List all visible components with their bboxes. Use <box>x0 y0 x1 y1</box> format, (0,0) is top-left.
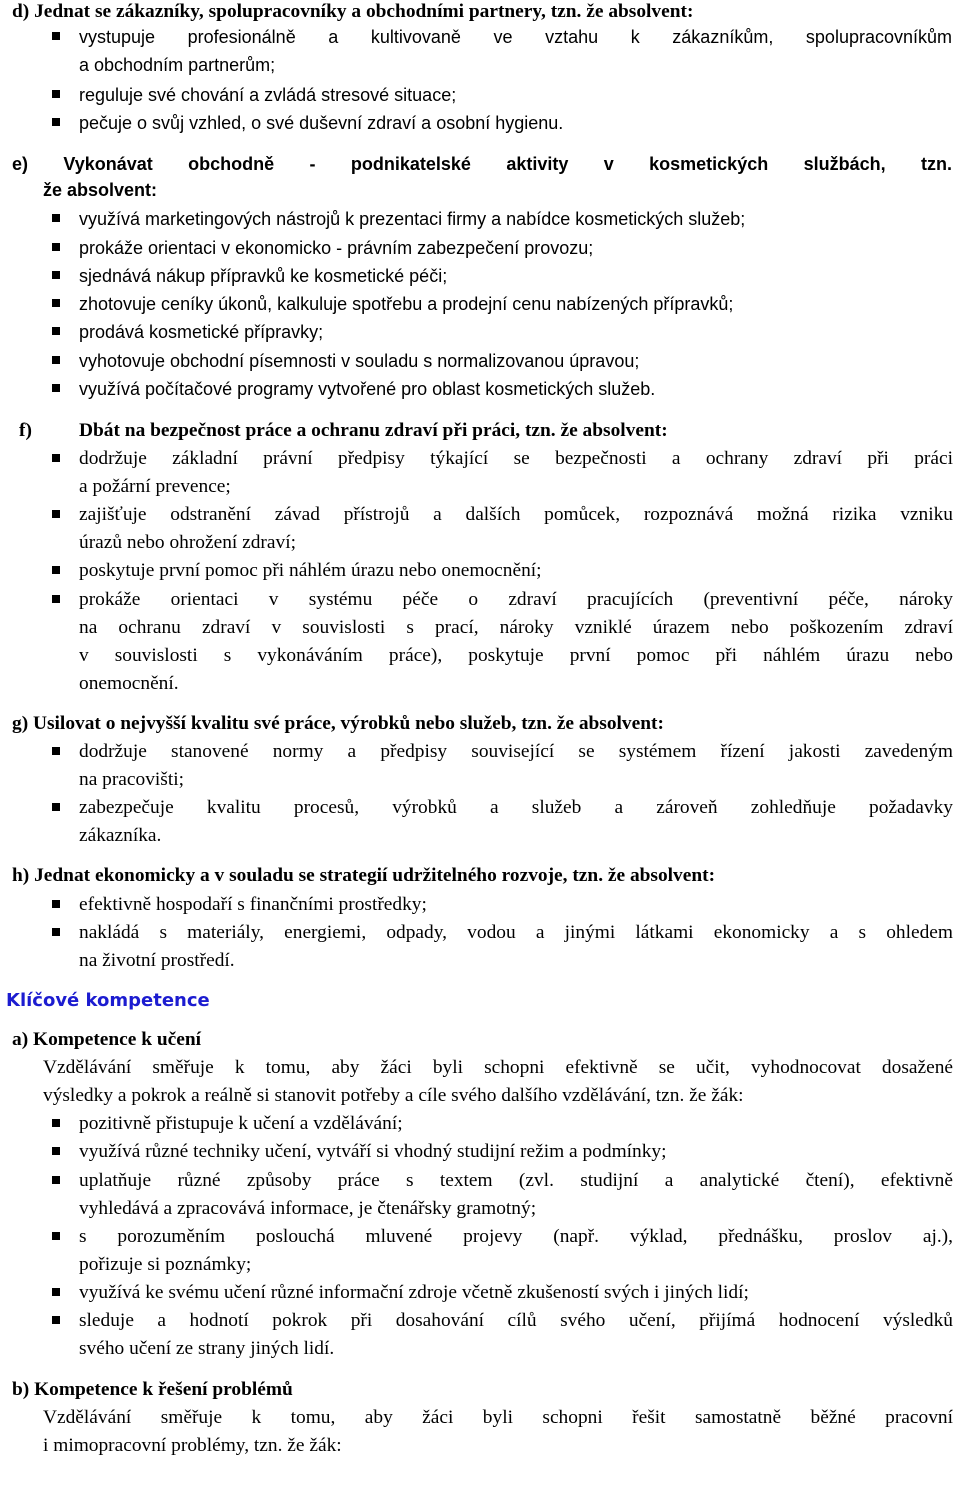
list-item: prokáže orientaci v systému péče o zdraví pracujících (preventivní péče, nároky <box>79 589 953 610</box>
bullet-icon <box>52 595 60 603</box>
bullet-icon <box>52 1316 60 1324</box>
bullet-icon <box>52 1288 60 1296</box>
list-item: nakládá s materiály, energiemi, odpady, vodou a jinými látkami ekonomicky a s ohledem <box>79 922 953 943</box>
list-item-cont: zákazníka. <box>79 825 162 846</box>
list-item-cont: vyhledává a zpracovává informace, je čtenářsky gramotný; <box>79 1198 537 1219</box>
list-item: využívá marketingových nástrojů k prezentaci firmy a nabídce kosmetických služeb; <box>79 209 746 229</box>
bullet-icon <box>52 1232 60 1240</box>
bullet-icon <box>52 243 60 251</box>
section-h-heading: h) Jednat ekonomicky a v souladu se strategií udržitelného rozvoje, tzn. že absolvent: <box>12 865 716 886</box>
paragraph-line: Vzdělávání směřuje k tomu, aby žáci byli schopni řešit samostatně běžné pracovní <box>43 1407 953 1428</box>
bullet-icon <box>52 118 60 126</box>
competence-b-heading: b) Kompetence k řešení problémů <box>12 1379 293 1400</box>
list-item: reguluje své chování a zvládá stresové situace; <box>79 85 457 105</box>
list-item: využívá počítačové programy vytvořené pro oblast kosmetických služeb. <box>79 379 656 399</box>
list-item-cont: a požární prevence; <box>79 476 231 497</box>
bullet-icon <box>52 214 60 222</box>
bullet-icon <box>52 1147 60 1155</box>
paragraph-line: i mimopracovní problémy, tzn. že žák: <box>43 1435 342 1456</box>
list-item: využívá ke svému učení různé informační zdroje včetně zkušeností svých i jiných lidí; <box>79 1282 749 1303</box>
list-item: využívá různé techniky učení, vytváří si vhodný studijní režim a podmínky; <box>79 1141 667 1162</box>
list-item-cont: svého učení ze strany jiných lidí. <box>79 1338 335 1359</box>
list-item-cont: na životní prostředí. <box>79 950 235 971</box>
bullet-icon <box>52 327 60 335</box>
bullet-icon <box>52 566 60 574</box>
bullet-icon <box>52 803 60 811</box>
list-item: sjednává nákup přípravků ke kosmetické péči; <box>79 266 448 286</box>
bullet-icon <box>52 900 60 908</box>
list-item: dodržuje základní právní předpisy týkající se bezpečnosti a ochrany zdraví při práci <box>79 448 953 469</box>
list-item: vystupuje profesionálně a kultivovaně ve vztahu k zákazníkům, spolupracovníkům <box>79 27 952 47</box>
key-competences-title: Klíčové kompetence <box>6 990 210 1011</box>
list-item-cont: na pracovišti; <box>79 769 185 790</box>
list-item: zabezpečuje kvalitu procesů, výrobků a služeb a zároveň zohledňuje požadavky <box>79 797 953 818</box>
section-f-heading: Dbát na bezpečnost práce a ochranu zdraví při práci, tzn. že absolvent: <box>79 420 668 441</box>
list-item: s porozuměním poslouchá mluvené projevy (např. výklad, přednášku, proslov aj.), <box>79 1226 953 1247</box>
bullet-icon <box>52 356 60 364</box>
list-item-cont: a obchodním partnerům; <box>79 55 276 75</box>
list-item-cont: v souvislosti s vykonáváním práce), poskytuje první pomoc při náhlém úrazu nebo <box>79 645 953 666</box>
list-item-cont: onemocnění. <box>79 673 179 694</box>
bullet-icon <box>52 928 60 936</box>
bullet-icon <box>52 510 60 518</box>
paragraph-line: Vzdělávání směřuje k tomu, aby žáci byli schopni efektivně se učit, vyhodnocovat dosažené <box>43 1057 953 1078</box>
list-item: sleduje a hodnotí pokrok při dosahování cílů svého učení, přijímá hodnocení výsledků <box>79 1310 953 1331</box>
competence-a-heading: a) Kompetence k učení <box>12 1029 202 1050</box>
section-f-letter: f) <box>19 420 32 441</box>
bullet-icon <box>52 32 60 40</box>
list-item: zhotovuje ceníky úkonů, kalkuluje spotřebu a prodejní cenu nabízených přípravků; <box>79 294 734 314</box>
list-item: zajišťuje odstranění závad přístrojů a dalších pomůcek, rozpoznává možná rizika vzniku <box>79 504 953 525</box>
bullet-icon <box>52 90 60 98</box>
list-item: poskytuje první pomoc při náhlém úrazu nebo onemocnění; <box>79 560 542 581</box>
bullet-icon <box>52 299 60 307</box>
list-item: uplatňuje různé způsoby práce s textem (zvl. studijní a analytické čtení), efektivně <box>79 1170 953 1191</box>
list-item: efektivně hospodaří s finančními prostředky; <box>79 894 427 915</box>
list-item-cont: úrazů nebo ohrožení zdraví; <box>79 532 296 553</box>
bullet-icon <box>52 1119 60 1127</box>
list-item-cont: pořizuje si poznámky; <box>79 1254 252 1275</box>
paragraph-line: výsledky a pokrok a reálně si stanovit potřeby a cíle svého dalšího vzdělávání, tzn. že žák: <box>43 1085 744 1106</box>
list-item: vyhotovuje obchodní písemnosti v souladu s normalizovanou úpravou; <box>79 351 640 371</box>
list-item: pozitivně přistupuje k učení a vzdělávání; <box>79 1113 403 1134</box>
list-item: prokáže orientaci v ekonomicko - právním zabezpečení provozu; <box>79 238 594 258</box>
bullet-icon <box>52 1176 60 1184</box>
bullet-icon <box>52 454 60 462</box>
list-item-cont: na ochranu zdraví v souvislosti s prací, nároky vzniklé úrazem nebo poškozením zdraví <box>79 617 953 638</box>
list-item: prodává kosmetické přípravky; <box>79 322 324 342</box>
bullet-icon <box>52 747 60 755</box>
bullet-icon <box>52 384 60 392</box>
section-e-heading: e) Vykonávat obchodně - podnikatelské aktivity v kosmetických službách, tzn. <box>12 154 952 174</box>
section-d-heading: d) Jednat se zákazníky, spolupracovníky a obchodními partnery, tzn. že absolvent: <box>12 1 694 22</box>
section-g-heading: g) Usilovat o nejvyšší kvalitu své práce, výrobků nebo služeb, tzn. že absolvent: <box>12 713 664 734</box>
list-item: dodržuje stanovené normy a předpisy související se systémem řízení jakosti zavedeným <box>79 741 953 762</box>
bullet-icon <box>52 271 60 279</box>
section-e-heading-cont: že absolvent: <box>43 180 158 200</box>
list-item: pečuje o svůj vzhled, o své duševní zdraví a osobní hygienu. <box>79 113 564 133</box>
